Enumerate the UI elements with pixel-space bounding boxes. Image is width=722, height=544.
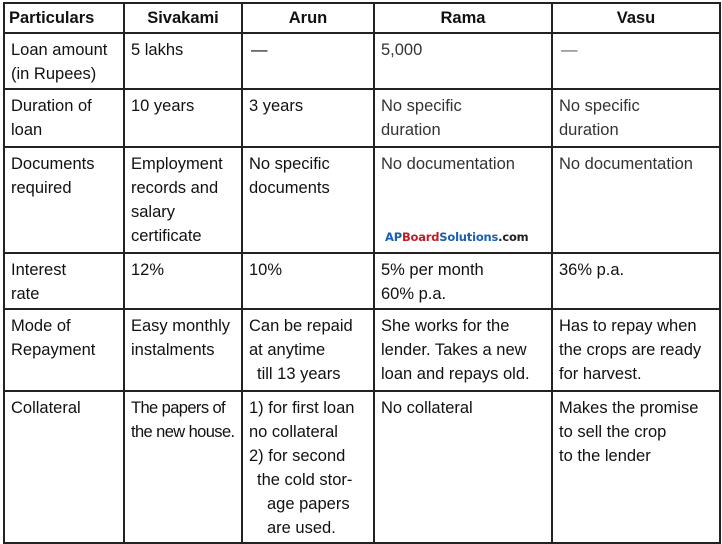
- cell-arun: [242, 89, 374, 147]
- watermark-com: .com: [498, 230, 529, 244]
- cell-text: 10%: [249, 261, 283, 279]
- cell-sivakami: [124, 89, 242, 147]
- cell-text: the cold stor-: [257, 471, 353, 489]
- cell-text: duration: [559, 121, 619, 139]
- em-dash: —: [251, 41, 268, 59]
- cell-text: Loan amount: [11, 41, 108, 59]
- cell-text: She works for the: [381, 317, 510, 335]
- cell-text: 60% p.a.: [381, 285, 447, 303]
- cell-text: No specific: [249, 155, 330, 173]
- header-arun: Arun: [242, 3, 374, 33]
- cell-text: The papers of: [131, 399, 226, 417]
- cell-text: 1) for first loan: [249, 399, 355, 417]
- cell-text: till 13 years: [257, 365, 341, 383]
- cell-text: documents: [249, 179, 330, 197]
- cell-text: 5 lakhs: [131, 41, 184, 59]
- cell-text: are used.: [267, 519, 336, 537]
- header-particulars: Particulars: [4, 3, 124, 33]
- cell-arun: [242, 253, 374, 309]
- cell-text: lender. Takes a new: [381, 341, 527, 359]
- cell-sivakami: [124, 309, 242, 391]
- cell-text: rate: [11, 285, 40, 303]
- cell-text: No specific: [381, 97, 462, 115]
- row-duration: [4, 89, 720, 147]
- cell-text: Easy monthly: [131, 317, 231, 335]
- cell-text: No documentation: [559, 155, 693, 173]
- site-watermark: [385, 230, 528, 244]
- cell-text: 3 years: [249, 97, 304, 115]
- cell-vasu: [552, 33, 720, 89]
- cell-text: Mode of: [11, 317, 71, 335]
- cell-arun: [242, 147, 374, 253]
- cell-text: to the lender: [559, 447, 651, 465]
- cell-text: loan and repays old.: [381, 365, 530, 383]
- cell-vasu: [552, 147, 720, 253]
- cell-text: Documents: [11, 155, 95, 173]
- cell-text: at anytime: [249, 341, 326, 359]
- cell-arun: [242, 309, 374, 391]
- cell-rama: [374, 391, 552, 543]
- cell-text: certificate: [131, 227, 202, 245]
- row-collateral: [4, 391, 720, 543]
- cell-rama: [374, 309, 552, 391]
- cell-arun: [242, 391, 374, 543]
- cell-text: 5% per month: [381, 261, 484, 279]
- cell-text: No collateral: [381, 399, 473, 417]
- cell-particular: [4, 309, 124, 391]
- cell-text: duration: [381, 121, 441, 139]
- row-mode-of-repayment: [4, 309, 720, 391]
- cell-text: to sell the crop: [559, 423, 667, 441]
- cell-text: 10 years: [131, 97, 195, 115]
- cell-text: Repayment: [11, 341, 96, 359]
- cell-text: 36% p.a.: [559, 261, 625, 279]
- cell-text: Employment: [131, 155, 223, 173]
- cell-vasu: [552, 253, 720, 309]
- row-loan-amount: [4, 33, 720, 89]
- cell-text: Has to repay when: [559, 317, 697, 335]
- cell-text: Makes the promise: [559, 399, 699, 417]
- cell-text: Collateral: [11, 399, 81, 417]
- cell-sivakami: [124, 33, 242, 89]
- cell-particular: [4, 147, 124, 253]
- cell-text: Can be repaid: [249, 317, 353, 335]
- loan-comparison-table: [3, 2, 721, 544]
- cell-particular: [4, 253, 124, 309]
- cell-text: instalments: [131, 341, 215, 359]
- cell-text: 2) for second: [249, 447, 346, 465]
- cell-text: Interest: [11, 261, 67, 279]
- cell-text: loan: [11, 121, 43, 139]
- watermark-solutions: Solutions: [439, 230, 499, 244]
- row-interest-rate: [4, 253, 720, 309]
- cell-rama: [374, 253, 552, 309]
- cell-text: for harvest.: [559, 365, 642, 383]
- cell-arun: [242, 33, 374, 89]
- watermark-board: Board: [401, 230, 440, 244]
- cell-particular: [4, 89, 124, 147]
- cell-particular: [4, 391, 124, 543]
- cell-sivakami: [124, 391, 242, 543]
- cell-rama: [374, 33, 552, 89]
- em-dash: —: [561, 41, 578, 59]
- cell-vasu: [552, 391, 720, 543]
- cell-text: no collateral: [249, 423, 338, 441]
- cell-text: No documentation: [381, 155, 515, 173]
- row-documents: [4, 147, 720, 253]
- cell-text: Duration of: [11, 97, 92, 115]
- cell-vasu: [552, 309, 720, 391]
- cell-vasu: [552, 89, 720, 147]
- watermark-ap: AP: [385, 230, 402, 244]
- cell-text: 12%: [131, 261, 165, 279]
- cell-particular: [4, 33, 124, 89]
- cell-rama: [374, 89, 552, 147]
- cell-text: the new house.: [131, 423, 235, 441]
- cell-text: age papers: [267, 495, 350, 513]
- header-sivakami: Sivakami: [124, 3, 242, 33]
- cell-sivakami: [124, 147, 242, 253]
- cell-text: 5,000: [381, 41, 423, 59]
- header-rama: Rama: [374, 3, 552, 33]
- cell-text: No specific: [559, 97, 640, 115]
- cell-text: salary: [131, 203, 176, 221]
- cell-sivakami: [124, 253, 242, 309]
- header-row: [4, 3, 720, 33]
- header-vasu: Vasu: [552, 3, 720, 33]
- cell-text: (in Rupees): [11, 65, 97, 83]
- cell-text: records and: [131, 179, 219, 197]
- cell-text: the crops are ready: [559, 341, 702, 359]
- cell-text: required: [11, 179, 72, 197]
